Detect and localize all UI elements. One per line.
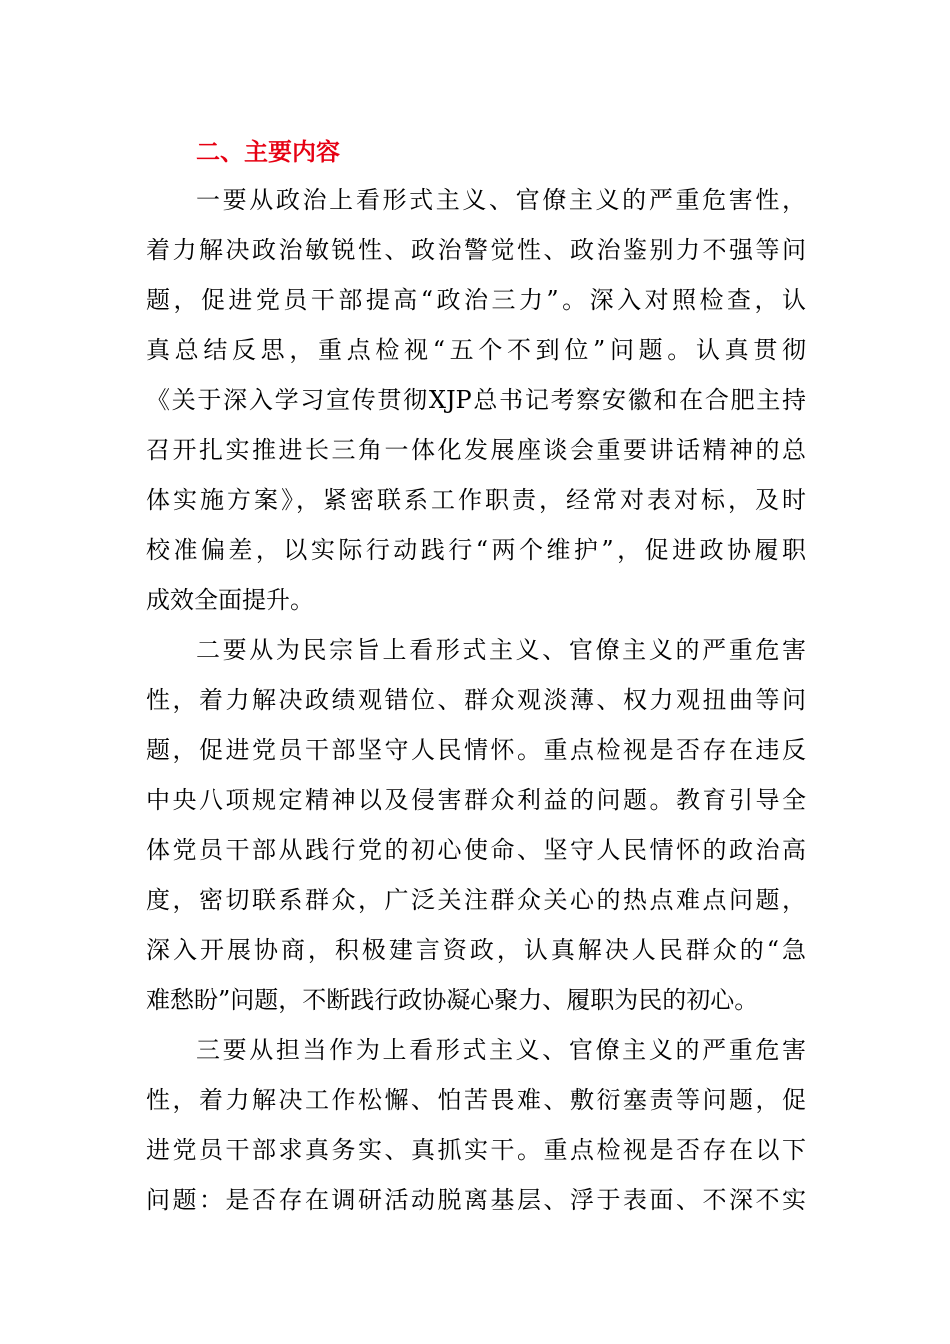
body-text-line: 真总结反思，重点检视“五个不到位”问题。认真贯彻	[146, 336, 806, 364]
body-text-line: 成效全面提升。	[146, 586, 314, 614]
body-text-line: 体实施方案》，紧密联系工作职责，经常对表对标，及时	[146, 486, 806, 514]
body-text-line: 问题：是否存在调研活动脱离基层、浮于表面、不深不实	[146, 1186, 806, 1214]
body-text-line: 着力解决政治敏锐性、政治警觉性、政治鉴别力不强等问	[146, 236, 806, 264]
body-text-line: 题，促进党员干部提高“政治三力”。深入对照检查，认	[146, 286, 806, 314]
body-text-line: 一要从政治上看形式主义、官僚主义的严重危害性，	[196, 186, 806, 214]
body-text-line: 二要从为民宗旨上看形式主义、官僚主义的严重危害	[196, 636, 806, 664]
body-text-line: 性，着力解决工作松懈、怕苦畏难、敷衍塞责等问题，促	[146, 1086, 806, 1114]
body-text-line: 《关于深入学习宣传贯彻XJP总书记考察安徽和在合肥主持	[146, 386, 806, 414]
section-heading: 二、主要内容	[196, 138, 340, 166]
body-text-line: 中央八项规定精神以及侵害群众利益的问题。教育引导全	[146, 786, 806, 814]
body-text-line: 进党员干部求真务实、真抓实干。重点检视是否存在以下	[146, 1136, 806, 1164]
body-text-line: 体党员干部从践行党的初心使命、坚守人民情怀的政治高	[146, 836, 806, 864]
body-text-line: 题，促进党员干部坚守人民情怀。重点检视是否存在违反	[146, 736, 806, 764]
body-text-line: 度，密切联系群众，广泛关注群众关心的热点难点问题，	[146, 886, 806, 914]
body-text-line: 难愁盼”问题，不断践行政协凝心聚力、履职为民的初心。	[146, 986, 759, 1014]
body-text-line: 三要从担当作为上看形式主义、官僚主义的严重危害	[196, 1036, 806, 1064]
body-text-line: 深入开展协商，积极建言资政，认真解决人民群众的“急	[146, 936, 806, 964]
body-text-line: 召开扎实推进长三角一体化发展座谈会重要讲话精神的总	[146, 436, 806, 464]
body-text-line: 性，着力解决政绩观错位、群众观淡薄、权力观扭曲等问	[146, 686, 806, 714]
body-text-line: 校准偏差，以实际行动践行“两个维护”，促进政协履职	[146, 536, 806, 564]
